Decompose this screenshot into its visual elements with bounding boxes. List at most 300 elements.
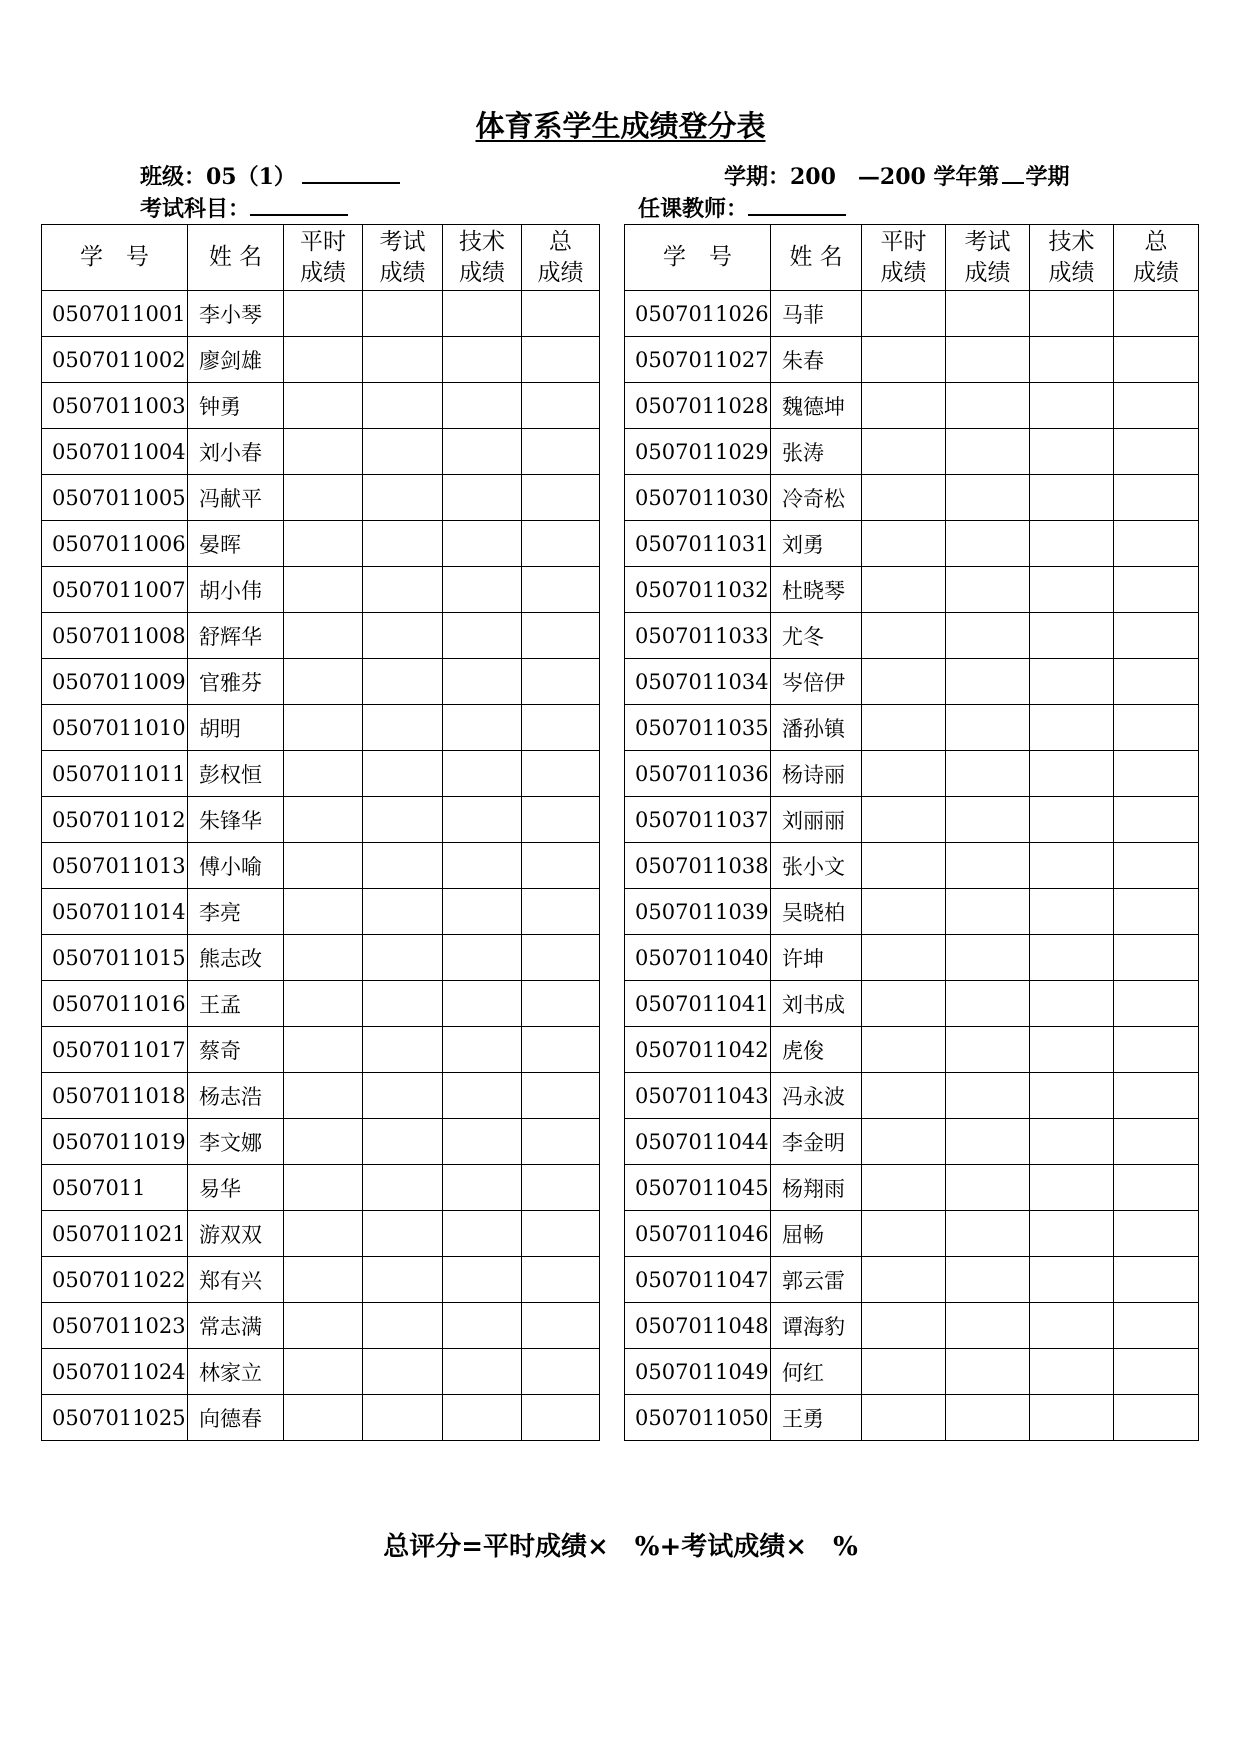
daily-score-cell[interactable] <box>862 613 946 659</box>
exam-score-cell[interactable] <box>363 1395 443 1441</box>
table-row <box>42 383 600 429</box>
col-header-total: 总 成绩 <box>522 225 600 291</box>
total-score-cell[interactable] <box>522 1119 600 1165</box>
exam-score-cell[interactable] <box>946 1119 1030 1165</box>
tech-score-cell[interactable] <box>1030 935 1114 981</box>
total-score-cell[interactable] <box>1114 429 1199 475</box>
student-id-cell: 0507011018 <box>42 1073 188 1119</box>
term-blank[interactable] <box>1002 162 1024 184</box>
tech-score-cell[interactable] <box>443 889 522 935</box>
exam-score-cell[interactable] <box>946 889 1030 935</box>
student-id-cell: 0507011025 <box>42 1395 188 1441</box>
table-row <box>625 981 1199 1027</box>
daily-score-cell[interactable] <box>284 1027 363 1073</box>
formula-text: 总评分=平时成绩× %+考试成绩× % <box>383 1532 858 1562</box>
tech-score-cell[interactable] <box>443 1395 522 1441</box>
student-name-cell: 刘小春 <box>188 429 284 475</box>
tech-score-cell[interactable] <box>1030 521 1114 567</box>
tech-score-cell[interactable] <box>443 1257 522 1303</box>
exam-score-cell[interactable] <box>946 1073 1030 1119</box>
table-row <box>42 1027 600 1073</box>
tech-score-cell[interactable] <box>443 337 522 383</box>
student-name-cell: 王勇 <box>771 1395 862 1441</box>
subject-blank[interactable] <box>250 194 348 216</box>
daily-score-cell[interactable] <box>284 843 363 889</box>
student-name-cell: 林家立 <box>188 1349 284 1395</box>
student-name-cell: 向德春 <box>188 1395 284 1441</box>
daily-score-cell[interactable] <box>284 1211 363 1257</box>
tech-score-cell[interactable] <box>1030 383 1114 429</box>
total-score-cell[interactable] <box>1114 889 1199 935</box>
exam-score-cell[interactable] <box>363 429 443 475</box>
total-score-cell[interactable] <box>522 751 600 797</box>
total-score-cell[interactable] <box>522 705 600 751</box>
total-score-cell[interactable] <box>522 429 600 475</box>
total-score-cell[interactable] <box>1114 843 1199 889</box>
daily-score-cell[interactable] <box>862 429 946 475</box>
exam-score-cell[interactable] <box>946 521 1030 567</box>
daily-score-cell[interactable] <box>284 935 363 981</box>
daily-score-cell[interactable] <box>862 1257 946 1303</box>
table-row <box>42 337 600 383</box>
class-blank[interactable] <box>302 162 400 184</box>
class-label: 班级：05（1） <box>140 164 296 190</box>
daily-score-cell[interactable] <box>284 475 363 521</box>
total-score-cell[interactable] <box>1114 521 1199 567</box>
student-id-cell: 0507011009 <box>42 659 188 705</box>
daily-score-cell[interactable] <box>862 1027 946 1073</box>
exam-score-cell[interactable] <box>946 291 1030 337</box>
exam-score-cell[interactable] <box>946 797 1030 843</box>
student-id-cell: 0507011023 <box>42 1303 188 1349</box>
daily-score-cell[interactable] <box>862 291 946 337</box>
total-score-cell[interactable] <box>522 291 600 337</box>
table-row <box>625 383 1199 429</box>
exam-score-cell[interactable] <box>946 337 1030 383</box>
student-id-cell: 0507011005 <box>42 475 188 521</box>
daily-score-cell[interactable] <box>284 1073 363 1119</box>
total-score-cell[interactable] <box>522 1027 600 1073</box>
tech-score-cell[interactable] <box>1030 1073 1114 1119</box>
exam-score-cell[interactable] <box>363 1027 443 1073</box>
tech-score-cell[interactable] <box>443 521 522 567</box>
daily-score-cell[interactable] <box>284 1257 363 1303</box>
exam-score-cell[interactable] <box>363 1303 443 1349</box>
total-score-cell[interactable] <box>1114 1211 1199 1257</box>
student-name-cell: 胡明 <box>188 705 284 751</box>
exam-score-cell[interactable] <box>946 1027 1030 1073</box>
table-row <box>625 475 1199 521</box>
tech-score-cell[interactable] <box>443 935 522 981</box>
exam-score-cell[interactable] <box>946 1211 1030 1257</box>
student-id-cell: 0507011043 <box>625 1073 771 1119</box>
total-score-cell[interactable] <box>1114 1027 1199 1073</box>
student-id-cell: 0507011010 <box>42 705 188 751</box>
student-id-cell: 0507011034 <box>625 659 771 705</box>
total-score-cell[interactable] <box>522 1395 600 1441</box>
tech-score-cell[interactable] <box>443 1303 522 1349</box>
total-score-cell[interactable] <box>522 1257 600 1303</box>
col-header-tech: 技术 成绩 <box>1030 225 1114 291</box>
total-score-cell[interactable] <box>1114 981 1199 1027</box>
tech-score-cell[interactable] <box>1030 705 1114 751</box>
student-name-cell: 蔡奇 <box>188 1027 284 1073</box>
exam-score-cell[interactable] <box>946 659 1030 705</box>
table-row <box>42 1395 600 1441</box>
total-score-cell[interactable] <box>1114 935 1199 981</box>
table-row <box>625 521 1199 567</box>
table-row <box>42 475 600 521</box>
student-id-cell: 0507011044 <box>625 1119 771 1165</box>
daily-score-cell[interactable] <box>862 1073 946 1119</box>
tech-score-cell[interactable] <box>1030 567 1114 613</box>
total-score-cell[interactable] <box>1114 567 1199 613</box>
daily-score-cell[interactable] <box>862 981 946 1027</box>
daily-score-cell[interactable] <box>862 521 946 567</box>
student-name-cell: 张涛 <box>771 429 862 475</box>
table-row <box>42 567 600 613</box>
student-id-cell: 0507011017 <box>42 1027 188 1073</box>
student-id-cell: 0507011049 <box>625 1349 771 1395</box>
total-score-cell[interactable] <box>1114 659 1199 705</box>
total-score-cell[interactable] <box>522 843 600 889</box>
exam-score-cell[interactable] <box>363 291 443 337</box>
exam-score-cell[interactable] <box>363 613 443 659</box>
student-id-cell: 0507011007 <box>42 567 188 613</box>
exam-score-cell[interactable] <box>363 935 443 981</box>
exam-score-cell[interactable] <box>363 659 443 705</box>
student-name-cell: 魏德坤 <box>771 383 862 429</box>
student-id-cell: 0507011013 <box>42 843 188 889</box>
daily-score-cell[interactable] <box>284 383 363 429</box>
exam-score-cell[interactable] <box>946 429 1030 475</box>
table-row <box>42 1073 600 1119</box>
exam-score-cell[interactable] <box>363 705 443 751</box>
student-name-cell: 傅小喻 <box>188 843 284 889</box>
tech-score-cell[interactable] <box>443 613 522 659</box>
tech-score-cell[interactable] <box>1030 981 1114 1027</box>
table-row <box>625 291 1199 337</box>
teacher-blank[interactable] <box>748 194 846 216</box>
table-header-row <box>42 225 600 291</box>
exam-score-cell[interactable] <box>946 383 1030 429</box>
total-score-cell[interactable] <box>1114 1165 1199 1211</box>
total-score-cell[interactable] <box>522 521 600 567</box>
daily-score-cell[interactable] <box>862 1211 946 1257</box>
student-name-cell: 吴晓柏 <box>771 889 862 935</box>
tech-score-cell[interactable] <box>1030 1119 1114 1165</box>
daily-score-cell[interactable] <box>862 797 946 843</box>
table-row <box>625 1257 1199 1303</box>
tech-score-cell[interactable] <box>443 1349 522 1395</box>
table-row <box>42 659 600 705</box>
student-id-cell: 0507011011 <box>42 751 188 797</box>
term-suffix: 学期 <box>1025 164 1070 190</box>
student-name-cell: 冷奇松 <box>771 475 862 521</box>
student-id-cell: 0507011032 <box>625 567 771 613</box>
student-id-cell: 0507011041 <box>625 981 771 1027</box>
tech-score-cell[interactable] <box>443 843 522 889</box>
table-row <box>42 751 600 797</box>
table-row <box>625 567 1199 613</box>
student-id-cell: 0507011031 <box>625 521 771 567</box>
daily-score-cell[interactable] <box>284 1349 363 1395</box>
total-score-cell[interactable] <box>1114 1303 1199 1349</box>
term-field <box>724 160 1070 191</box>
daily-score-cell[interactable] <box>862 751 946 797</box>
student-id-cell: 0507011029 <box>625 429 771 475</box>
total-score-cell[interactable] <box>522 797 600 843</box>
table-row <box>42 935 600 981</box>
total-score-cell[interactable] <box>1114 1073 1199 1119</box>
exam-score-cell[interactable] <box>946 751 1030 797</box>
exam-score-cell[interactable] <box>363 383 443 429</box>
tech-score-cell[interactable] <box>1030 1349 1114 1395</box>
student-id-cell: 0507011033 <box>625 613 771 659</box>
teacher-label: 任课教师： <box>638 196 749 222</box>
daily-score-cell[interactable] <box>284 981 363 1027</box>
total-score-cell[interactable] <box>522 383 600 429</box>
exam-score-cell[interactable] <box>363 981 443 1027</box>
tech-score-cell[interactable] <box>1030 843 1114 889</box>
student-id-cell: 0507011027 <box>625 337 771 383</box>
student-name-cell: 尤冬 <box>771 613 862 659</box>
daily-score-cell[interactable] <box>284 1165 363 1211</box>
exam-score-cell[interactable] <box>363 521 443 567</box>
daily-score-cell[interactable] <box>862 1303 946 1349</box>
tech-score-cell[interactable] <box>1030 1257 1114 1303</box>
total-score-cell[interactable] <box>1114 797 1199 843</box>
exam-score-cell[interactable] <box>946 1395 1030 1441</box>
daily-score-cell[interactable] <box>284 751 363 797</box>
student-name-cell: 彭权恒 <box>188 751 284 797</box>
exam-score-cell[interactable] <box>363 797 443 843</box>
tech-score-cell[interactable] <box>443 475 522 521</box>
daily-score-cell[interactable] <box>862 1119 946 1165</box>
daily-score-cell[interactable] <box>284 889 363 935</box>
total-score-cell[interactable] <box>522 935 600 981</box>
student-name-cell: 刘丽丽 <box>771 797 862 843</box>
table-row <box>42 291 600 337</box>
student-name-cell: 易华 <box>188 1165 284 1211</box>
student-id-cell: 0507011019 <box>42 1119 188 1165</box>
tech-score-cell[interactable] <box>1030 1211 1114 1257</box>
exam-score-cell[interactable] <box>946 935 1030 981</box>
tech-score-cell[interactable] <box>1030 797 1114 843</box>
exam-score-cell[interactable] <box>363 337 443 383</box>
exam-score-cell[interactable] <box>363 1257 443 1303</box>
tech-score-cell[interactable] <box>443 1073 522 1119</box>
student-name-cell: 舒辉华 <box>188 613 284 659</box>
student-name-cell: 岑倍伊 <box>771 659 862 705</box>
daily-score-cell[interactable] <box>284 1303 363 1349</box>
daily-score-cell[interactable] <box>284 659 363 705</box>
total-score-cell[interactable] <box>522 1165 600 1211</box>
daily-score-cell[interactable] <box>862 1395 946 1441</box>
student-id-cell: 0507011039 <box>625 889 771 935</box>
total-score-cell[interactable] <box>522 981 600 1027</box>
total-score-cell[interactable] <box>522 1349 600 1395</box>
total-score-cell[interactable] <box>1114 1349 1199 1395</box>
total-score-cell[interactable] <box>1114 337 1199 383</box>
tech-score-cell[interactable] <box>1030 475 1114 521</box>
exam-score-cell[interactable] <box>946 843 1030 889</box>
tech-score-cell[interactable] <box>443 1165 522 1211</box>
daily-score-cell[interactable] <box>284 705 363 751</box>
exam-score-cell[interactable] <box>946 613 1030 659</box>
exam-score-cell[interactable] <box>363 1349 443 1395</box>
total-score-cell[interactable] <box>522 613 600 659</box>
score-table-left <box>41 224 600 1441</box>
student-name-cell: 虎俊 <box>771 1027 862 1073</box>
tech-score-cell[interactable] <box>443 1027 522 1073</box>
exam-score-cell[interactable] <box>946 1349 1030 1395</box>
daily-score-cell[interactable] <box>862 475 946 521</box>
daily-score-cell[interactable] <box>862 383 946 429</box>
exam-score-cell[interactable] <box>363 1073 443 1119</box>
daily-score-cell[interactable] <box>284 291 363 337</box>
tech-score-cell[interactable] <box>1030 1395 1114 1441</box>
total-score-cell[interactable] <box>1114 475 1199 521</box>
tech-score-cell[interactable] <box>1030 889 1114 935</box>
student-name-cell: 王孟 <box>188 981 284 1027</box>
daily-score-cell[interactable] <box>862 337 946 383</box>
daily-score-cell[interactable] <box>862 935 946 981</box>
page-title: 体育系学生成绩登分表 <box>475 109 766 143</box>
col-header-name: 姓 名 <box>771 225 862 291</box>
exam-score-cell[interactable] <box>946 705 1030 751</box>
daily-score-cell[interactable] <box>862 659 946 705</box>
col-header-tech: 技术 成绩 <box>443 225 522 291</box>
table-row <box>625 1165 1199 1211</box>
total-score-cell[interactable] <box>522 1211 600 1257</box>
daily-score-cell[interactable] <box>862 843 946 889</box>
total-score-cell[interactable] <box>522 889 600 935</box>
total-score-cell[interactable] <box>522 475 600 521</box>
tech-score-cell[interactable] <box>443 567 522 613</box>
total-score-cell[interactable] <box>1114 751 1199 797</box>
total-score-cell[interactable] <box>522 337 600 383</box>
student-id-cell: 0507011047 <box>625 1257 771 1303</box>
exam-score-cell[interactable] <box>946 1165 1030 1211</box>
exam-score-cell[interactable] <box>363 1211 443 1257</box>
total-score-cell[interactable] <box>1114 705 1199 751</box>
tech-score-cell[interactable] <box>1030 659 1114 705</box>
total-score-cell[interactable] <box>1114 1119 1199 1165</box>
total-score-cell[interactable] <box>1114 1395 1199 1441</box>
daily-score-cell[interactable] <box>862 567 946 613</box>
tech-score-cell[interactable] <box>443 659 522 705</box>
exam-score-cell[interactable] <box>363 843 443 889</box>
total-score-cell[interactable] <box>522 659 600 705</box>
student-name-cell: 杨诗丽 <box>771 751 862 797</box>
student-name-cell: 谭海豹 <box>771 1303 862 1349</box>
tech-score-cell[interactable] <box>443 1119 522 1165</box>
daily-score-cell[interactable] <box>284 521 363 567</box>
tech-score-cell[interactable] <box>1030 291 1114 337</box>
daily-score-cell[interactable] <box>284 1395 363 1441</box>
table-row <box>42 889 600 935</box>
daily-score-cell[interactable] <box>284 797 363 843</box>
exam-score-cell[interactable] <box>363 475 443 521</box>
total-score-cell[interactable] <box>1114 613 1199 659</box>
exam-score-cell[interactable] <box>363 1165 443 1211</box>
daily-score-cell[interactable] <box>284 567 363 613</box>
student-id-cell: 0507011038 <box>625 843 771 889</box>
total-score-cell[interactable] <box>522 567 600 613</box>
exam-score-cell[interactable] <box>946 1303 1030 1349</box>
table-row <box>625 705 1199 751</box>
tech-score-cell[interactable] <box>1030 1165 1114 1211</box>
daily-score-cell[interactable] <box>862 1349 946 1395</box>
tech-score-cell[interactable] <box>443 291 522 337</box>
student-id-cell: 0507011030 <box>625 475 771 521</box>
table-row <box>42 521 600 567</box>
tech-score-cell[interactable] <box>1030 1027 1114 1073</box>
table-row <box>625 935 1199 981</box>
total-score-cell[interactable] <box>1114 291 1199 337</box>
tech-score-cell[interactable] <box>443 705 522 751</box>
daily-score-cell[interactable] <box>862 1165 946 1211</box>
daily-score-cell[interactable] <box>284 337 363 383</box>
col-header-name: 姓 名 <box>188 225 284 291</box>
total-score-cell[interactable] <box>522 1303 600 1349</box>
teacher-field <box>638 192 846 223</box>
exam-score-cell[interactable] <box>946 567 1030 613</box>
table-row <box>625 337 1199 383</box>
exam-score-cell[interactable] <box>946 981 1030 1027</box>
table-row <box>625 1303 1199 1349</box>
student-name-cell: 李亮 <box>188 889 284 935</box>
tech-score-cell[interactable] <box>443 383 522 429</box>
total-score-cell[interactable] <box>1114 383 1199 429</box>
exam-score-cell[interactable] <box>363 1119 443 1165</box>
exam-score-cell[interactable] <box>363 751 443 797</box>
table-row <box>42 613 600 659</box>
tech-score-cell[interactable] <box>1030 1303 1114 1349</box>
total-score-cell[interactable] <box>522 1073 600 1119</box>
daily-score-cell[interactable] <box>862 705 946 751</box>
term-label: 学期：200 —200 学年第 <box>724 164 1000 190</box>
tech-score-cell[interactable] <box>443 797 522 843</box>
daily-score-cell[interactable] <box>284 1119 363 1165</box>
tech-score-cell[interactable] <box>443 751 522 797</box>
tech-score-cell[interactable] <box>443 981 522 1027</box>
tech-score-cell[interactable] <box>1030 613 1114 659</box>
total-score-cell[interactable] <box>1114 1257 1199 1303</box>
tech-score-cell[interactable] <box>1030 751 1114 797</box>
exam-score-cell[interactable] <box>946 475 1030 521</box>
student-name-cell: 朱春 <box>771 337 862 383</box>
table-row <box>625 613 1199 659</box>
student-name-cell: 李小琴 <box>188 291 284 337</box>
exam-score-cell[interactable] <box>363 567 443 613</box>
tech-score-cell[interactable] <box>1030 337 1114 383</box>
table-row <box>42 1257 600 1303</box>
table-row <box>625 1119 1199 1165</box>
tech-score-cell[interactable] <box>1030 429 1114 475</box>
daily-score-cell[interactable] <box>284 613 363 659</box>
exam-score-cell[interactable] <box>363 889 443 935</box>
daily-score-cell[interactable] <box>862 889 946 935</box>
student-id-cell: 0507011035 <box>625 705 771 751</box>
tech-score-cell[interactable] <box>443 1211 522 1257</box>
exam-score-cell[interactable] <box>946 1257 1030 1303</box>
class-field <box>140 160 400 191</box>
tech-score-cell[interactable] <box>443 429 522 475</box>
student-id-cell: 0507011045 <box>625 1165 771 1211</box>
daily-score-cell[interactable] <box>284 429 363 475</box>
